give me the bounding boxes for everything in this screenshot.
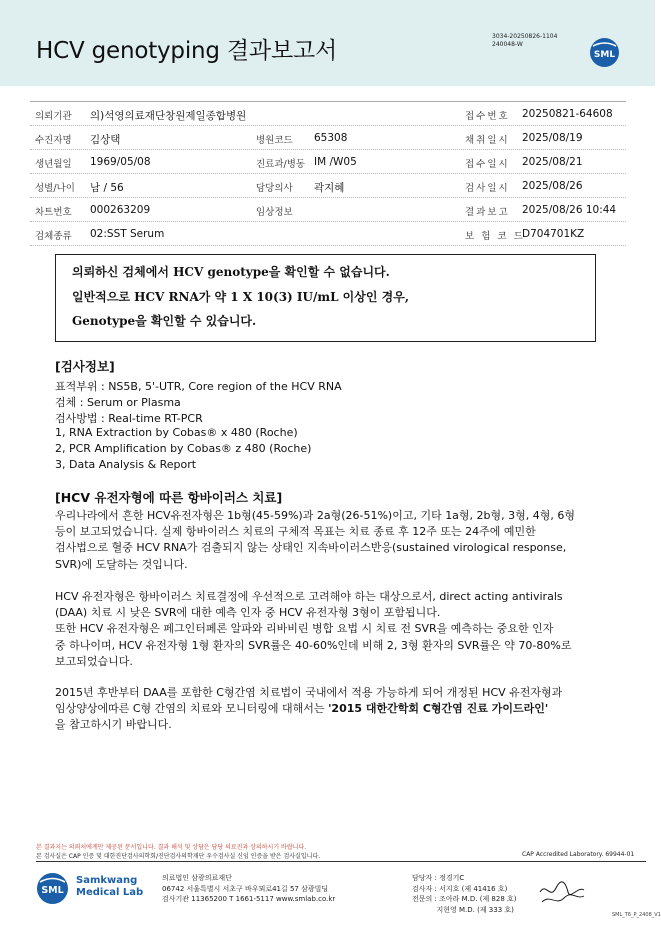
message-line-2: 일반적으로 HCV RNA가 약 1 X 10(3) IU/mL 이상인 경우, [72, 290, 409, 304]
field-value: 의)석영의료재단창원제일종합병원 [90, 110, 247, 122]
field-value: 남 / 56 [90, 182, 124, 194]
info-row [30, 174, 626, 198]
field-label: 검사일시 [465, 183, 510, 194]
field-label: 검체종류 [35, 231, 72, 242]
guideline-reference: '2015 대한간학회 C형간염 진료 가이드라인' [328, 702, 549, 716]
disclaimer-note: 본 결과지는 의뢰처에게만 제공된 문서입니다. 결과 해석 및 상담은 담당 의료진과 상의하시기 바랍니다. [36, 844, 307, 851]
document-id-line2: 240048-W [492, 41, 523, 48]
field-label: 수진자명 [35, 135, 72, 146]
paragraph-line: SVR)에 도달하는 것입니다. [55, 557, 188, 571]
paragraph-line: 우리나라에서 흔한 HCV유전자형은 1b형(45-59%)과 2a형(26-51%)이고, 기타 1a형, 2b형, 3형, 4형, 6형 [55, 509, 576, 522]
info-row [30, 126, 626, 150]
paragraph-line: 을 참고하시기 바랍니다. [55, 718, 172, 732]
sml-footer-logo-icon [36, 872, 69, 905]
sml-footer-logo-text: SML [41, 885, 64, 896]
field-label: 진료과/병동 [256, 159, 306, 170]
field-value: 2025/08/21 [522, 156, 583, 168]
paragraph-line: 2015년 후반부터 DAA를 포함한 C형간염 치료법이 국내에서 적용 가능하게 되어 개정된 HCV 유전자형과 [55, 686, 563, 699]
patient-info-table [30, 101, 626, 246]
field-value: D704701KZ [522, 228, 585, 240]
field-value: 02:SST Serum [90, 228, 165, 240]
paragraph-line: 등이 보고되었습니다. 실제 항바이러스 치료의 구체적 목표는 치료 종료 후 12주 또는 24주에 예민한 [55, 525, 536, 539]
field-label: 담당의사 [256, 183, 293, 194]
paragraph-text: 임상양상에따른 C형 간염의 치료와 모니터링에 대해서는 [55, 702, 329, 716]
cap-accreditation: CAP Accredited Laboratory. 69944-01 [522, 851, 635, 858]
sml-logo-text: SML [593, 50, 616, 60]
field-label: 생년월일 [35, 159, 72, 170]
field-label: 성별/나이 [35, 183, 75, 194]
field-value: 20250821-64608 [522, 108, 613, 120]
address-line: 06742 서울특별시 서초구 바우뫼로41길 57 삼광빌딩 [162, 884, 329, 893]
paragraph-line: HCV 유전자형은 항바이러스 치료결정에 우선적으로 고려해야 하는 대상으로서, direct acting antivirals [55, 590, 563, 603]
field-value: 김상택 [90, 134, 121, 146]
field-value: 1969/05/08 [90, 156, 151, 168]
field-label: 채취일시 [465, 135, 510, 146]
info-row [30, 102, 626, 126]
test-info-line: 1, RNA Extraction by Cobas® x 480 (Roche) [55, 426, 298, 439]
staff-list [412, 873, 517, 915]
paragraph-line: 보고되었습니다. [55, 654, 133, 668]
test-info-line: 3, Data Analysis & Report [55, 458, 197, 471]
message-line-1: 의뢰하신 검체에서 HCV genotype을 확인할 수 없습니다. [72, 265, 390, 279]
brand-line-2: Medical Lab [76, 887, 144, 898]
info-row [30, 198, 626, 222]
field-label: 차트번호 [35, 207, 72, 218]
sml-logo-icon [589, 37, 620, 68]
paragraph-line: 검사법으로 혈중 HCV RNA가 검출되지 않는 상태인 지속바이러스반응(sustained virological response, [55, 541, 567, 555]
lab-address [162, 873, 335, 905]
brand-name [76, 875, 143, 899]
staff-line: 검사자 : 서지호 (제 41416 호) [412, 884, 508, 893]
paragraph-line [55, 701, 615, 717]
field-label: 병원코드 [256, 135, 293, 146]
brand-line-1: Samkwang [76, 875, 138, 886]
treatment-paragraph-2 [55, 589, 615, 670]
field-label: 보 험 코 드 [465, 231, 525, 242]
treatment-heading: [HCV 유전자형에 따른 항바이러스 치료] [55, 490, 283, 505]
signature-icon [538, 880, 588, 908]
message-line-3: Genotype을 확인할 수 있습니다. [72, 314, 257, 328]
address-line: 의료법인 삼광의료재단 [162, 874, 232, 882]
field-value: 2025/08/26 [522, 180, 583, 192]
document-id [492, 33, 557, 49]
staff-line: 담당자 : 정경기C [412, 874, 465, 882]
field-label: 임상정보 [256, 207, 293, 218]
field-value: 65308 [314, 132, 348, 144]
field-value: 2025/08/19 [522, 132, 583, 144]
treatment-paragraph-1 [55, 508, 615, 573]
paragraph-line: 또한 HCV 유전자형은 페그인터페론 알파와 리바비린 병합 요법 시 치료 전 SVR을 예측하는 중요한 인자 [55, 622, 554, 636]
staff-line: 전문의 : 조아라 M.D. (제 828 호) [412, 895, 517, 903]
document-id-line1: 3034-20250826-1104 [492, 33, 558, 40]
paragraph-line: 중 하나이며, HCV 유전자형 1형 환자의 SVR률은 40-60%인데 비해 2, 3형 환자의 SVR률은 약 70-80%로 [55, 638, 572, 652]
field-label: 접수번호 [465, 111, 510, 122]
field-label: 접수일시 [465, 159, 510, 170]
address-line: 검사기관 11365200 T 1661-5117 www.smlab.co.kr [162, 895, 336, 903]
test-info-line: 검체 : Serum or Plasma [55, 396, 181, 409]
test-info-line: 표적부위 : NS5B, 5'-UTR, Core region of the HCV RNA [55, 380, 342, 393]
test-info-line: 검사방법 : Real-time RT-PCR [55, 412, 203, 425]
field-value: IM /W05 [314, 156, 357, 168]
test-info-heading: [검사정보] [55, 359, 115, 374]
field-value: 2025/08/26 10:44 [522, 204, 617, 216]
field-value: 000263209 [90, 204, 151, 216]
field-label: 의뢰기관 [35, 111, 72, 122]
paragraph-line: (DAA) 치료 시 낮은 SVR에 대한 예측 인자 중 HCV 유전자형 3형이 포함됩니다. [55, 606, 441, 620]
test-info-line: 2, PCR Amplification by Cobas® z 480 (Roche) [55, 442, 312, 455]
info-row [30, 150, 626, 174]
staff-line: 지현영 M.D. (제 333 호) [412, 905, 514, 914]
field-label: 결과보고 [465, 207, 510, 218]
footer-divider [36, 861, 646, 862]
info-row [30, 222, 626, 246]
treatment-paragraph-3 [55, 685, 615, 734]
form-code: SML_T6_P_2408_V1 [612, 912, 661, 918]
certification-note: 본 검사실은 CAP 인증 및 대한진단검사의학회/진단검사의학재단 우수검사실 신임 인증을 받은 검사실입니다. [36, 853, 321, 860]
field-value: 곽지혜 [314, 182, 345, 194]
report-title: HCV genotyping 결과보고서 [36, 38, 337, 64]
result-message-box [55, 254, 596, 342]
